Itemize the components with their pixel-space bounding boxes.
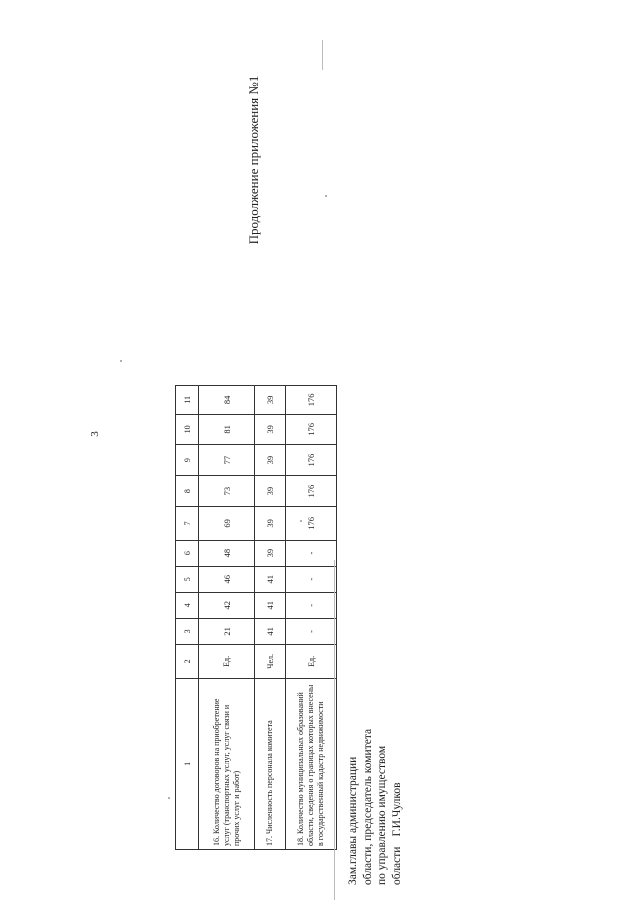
header-cell: 3	[176, 618, 199, 644]
signature-line: по управлению имуществом	[376, 745, 388, 885]
row-unit-cell: Чел.	[255, 644, 286, 678]
value-cell: 41	[255, 618, 286, 644]
table-header-row	[176, 386, 199, 850]
value-cell: 48	[199, 540, 255, 566]
value-cell: 77	[199, 445, 255, 476]
signature-name: Г.И.Чулков	[390, 782, 403, 837]
value-cell: 176	[286, 386, 337, 415]
scan-artifact-line	[322, 40, 323, 70]
header-cell: 6	[176, 540, 199, 566]
value-cell: 81	[199, 414, 255, 444]
value-cell: 41	[255, 566, 286, 592]
signature-block	[346, 625, 404, 885]
header-cell: 4	[176, 592, 199, 618]
value-cell: 39	[255, 507, 286, 540]
value-cell: 39	[255, 414, 286, 444]
scan-artifact-dot	[168, 797, 170, 799]
data-table-wrapper	[175, 385, 337, 850]
value-cell: 176	[286, 507, 337, 540]
value-cell: -	[286, 566, 337, 592]
row-unit-cell: Ед.	[286, 644, 337, 678]
value-cell: 39	[255, 445, 286, 476]
appendix-label: Продолжение приложения №1	[246, 75, 261, 245]
header-cell: 9	[176, 445, 199, 476]
signature-line: Зам.главы администрации	[347, 756, 359, 885]
value-cell: 41	[255, 592, 286, 618]
scan-artifact-line	[334, 560, 335, 900]
signature-region: области	[390, 846, 403, 885]
row-unit-cell: Ед.	[199, 644, 255, 678]
row-name-cell: 17. Численность персонала комитета	[255, 678, 286, 849]
value-cell: 84	[199, 386, 255, 415]
value-cell: 39	[255, 476, 286, 507]
header-cell: 10	[176, 414, 199, 444]
value-cell: 42	[199, 592, 255, 618]
value-cell: 176	[286, 476, 337, 507]
page-number: 3	[88, 431, 101, 437]
header-cell: 11	[176, 386, 199, 415]
scan-artifact-dot	[325, 195, 327, 197]
table-row	[199, 386, 255, 850]
table-row	[255, 386, 286, 850]
row-name-cell: 18. Количество муниципальных образований области, сведения о границах которых внесены в государственный кадастр недвижимости	[286, 678, 337, 849]
row-name-cell: 16. Количество договоров на приобретение услуг (транспортных услуг, услуг связи и прочих услуг и работ)	[199, 678, 255, 849]
header-cell: 2	[176, 644, 199, 678]
table-row	[286, 386, 337, 850]
scan-artifact-dot	[300, 520, 302, 522]
value-cell: 73	[199, 476, 255, 507]
header-cell: 7	[176, 507, 199, 540]
scan-artifact-dot	[120, 360, 122, 362]
signature-line	[390, 625, 405, 885]
value-cell: 39	[255, 386, 286, 415]
value-cell: 39	[255, 540, 286, 566]
value-cell: 21	[199, 618, 255, 644]
value-cell: 46	[199, 566, 255, 592]
value-cell: 176	[286, 414, 337, 444]
value-cell: 69	[199, 507, 255, 540]
value-cell: -	[286, 618, 337, 644]
header-cell: 8	[176, 476, 199, 507]
value-cell: -	[286, 592, 337, 618]
header-cell: 5	[176, 566, 199, 592]
signature-line: области, председатель комитета	[361, 728, 374, 885]
value-cell: 176	[286, 445, 337, 476]
value-cell: -	[286, 540, 337, 566]
data-table	[175, 385, 337, 850]
header-cell: 1	[176, 678, 199, 849]
